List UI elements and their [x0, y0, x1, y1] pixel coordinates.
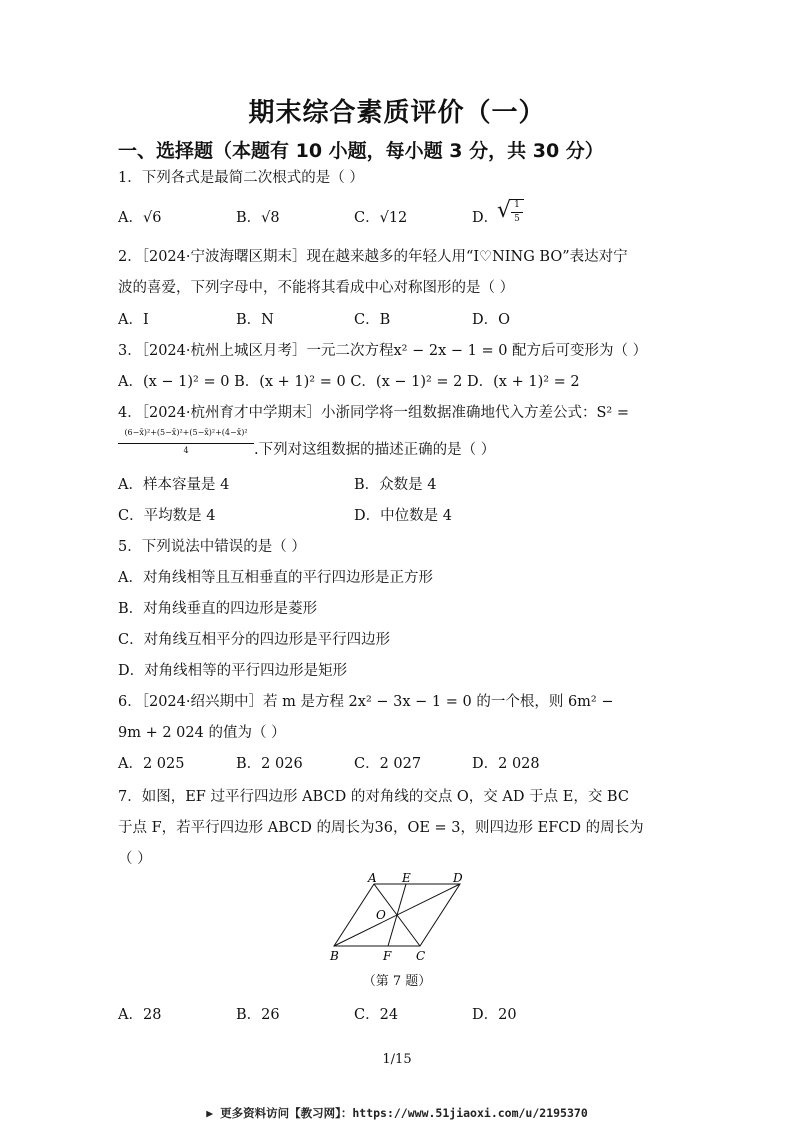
- label-e: E: [402, 871, 411, 885]
- variance-formula-numerator: (6−x̄)²+(5−x̄)²+(5−x̄)²+(4−x̄)²: [124, 428, 248, 437]
- label-b: B: [330, 949, 339, 963]
- question-6-stem-line-1: 6．［2024·绍兴期中］若 m 是方程 2x² − 3x − 1 = 0 的一个根，则 6m² −: [118, 694, 614, 710]
- parallelogram-figure: [320, 870, 480, 964]
- question-4-stem-line-1: 4．［2024·杭州育才中学期末］小浙同学将一组数据准确地代入方差公式：S² =: [118, 405, 629, 421]
- question-7-stem-line-1: 7．如图，EF 过平行四边形 ABCD 的对角线的交点 O，交 AD 于点 E，交 BC: [118, 789, 629, 805]
- question-1-option-d-denominator: 5: [514, 214, 520, 224]
- question-7-option-d: D．20: [472, 1007, 517, 1023]
- question-2-option-c: C．B: [354, 312, 391, 328]
- question-6-stem-line-2: 9m + 2 024 的值为（ ）: [118, 725, 286, 741]
- label-a: A: [368, 871, 377, 885]
- question-1-stem: 1．下列各式是最简二次根式的是（ ）: [118, 170, 364, 186]
- question-5-option-a: A．对角线相等且互相垂直的平行四边形是正方形: [118, 570, 433, 586]
- question-5-stem: 5．下列说法中错误的是（ ）: [118, 539, 306, 555]
- question-4-option-c: C．平均数是 4: [118, 508, 216, 524]
- question-1-option-c: C．√12: [354, 210, 408, 226]
- question-7-stem-line-2: 于点 F，若平行四边形 ABCD 的周长为36，OE = 3，则四边形 EFCD 的周长为: [118, 820, 644, 836]
- question-3-stem: 3．［2024·杭州上城区月考］一元二次方程x² − 2x − 1 = 0 配方后可变形为（ ）: [118, 343, 648, 359]
- section-heading: 一、选择题（本题有 10 小题，每小题 3 分，共 30 分）: [118, 140, 604, 162]
- question-4-stem-line-2: .下列对这组数据的描述正确的是（ ）: [254, 442, 496, 458]
- variance-formula-bar: [118, 443, 254, 444]
- variance-formula-denominator: 4: [183, 446, 189, 455]
- question-1-option-a: A．√6: [118, 210, 162, 226]
- question-4-option-b: B．众数是 4: [354, 477, 437, 493]
- question-1-option-d-numerator: 1: [514, 200, 520, 210]
- question-2-stem-line-2: 波的喜爱，下列字母中，不能将其看成中心对称图形的是（ ）: [118, 280, 515, 296]
- footer-link[interactable]: ▶ 更多资料访问【教习网】：https://www.51jiaoxi.com/u/2195370: [206, 1106, 588, 1120]
- label-d: D: [453, 871, 463, 885]
- question-7-option-b: B．26: [236, 1007, 280, 1023]
- question-1-option-d-radical: √: [497, 198, 512, 223]
- question-5-option-c: C．对角线互相平分的四边形是平行四边形: [118, 632, 391, 648]
- question-6-option-a: A．2 025: [118, 756, 185, 772]
- label-f: F: [383, 949, 392, 963]
- question-1-option-d: D．: [472, 210, 499, 226]
- question-6-option-c: C．2 027: [354, 756, 422, 772]
- segment-ef: [388, 884, 406, 946]
- question-2-option-d: D．O: [472, 312, 511, 328]
- question-5-option-b: B．对角线垂直的四边形是菱形: [118, 601, 318, 617]
- fraction-bar: [511, 212, 523, 213]
- page-number: 1/15: [382, 1052, 412, 1067]
- question-3-options: A．(x − 1)² = 0 B．(x + 1)² = 0 C．(x − 1)² = 2 D．(x + 1)² = 2: [118, 374, 580, 390]
- question-7-option-c: C．24: [354, 1007, 399, 1023]
- question-2-option-a: A．I: [118, 312, 149, 328]
- figure-caption: （第 7 题）: [362, 974, 432, 989]
- question-6-option-b: B．2 026: [236, 756, 303, 772]
- question-5-option-d: D．对角线相等的平行四边形是矩形: [118, 663, 348, 679]
- question-1-option-b: B．√8: [236, 210, 280, 226]
- question-6-option-d: D．2 028: [472, 756, 540, 772]
- question-4-option-a: A．样本容量是 4: [118, 477, 230, 493]
- question-2-stem-line-1: 2．［2024·宁波海曙区期末］现在越来越多的年轻人用“I♡NING BO”表达对宁: [118, 249, 628, 265]
- question-7-option-a: A．28: [118, 1007, 162, 1023]
- page-title: 期末综合素质评价（一）: [248, 98, 546, 128]
- label-o: O: [376, 908, 386, 922]
- question-2-option-b: B．N: [236, 312, 274, 328]
- question-7-stem-line-3: （ ）: [118, 851, 152, 867]
- question-4-option-d: D．中位数是 4: [354, 508, 452, 524]
- label-c: C: [416, 949, 426, 963]
